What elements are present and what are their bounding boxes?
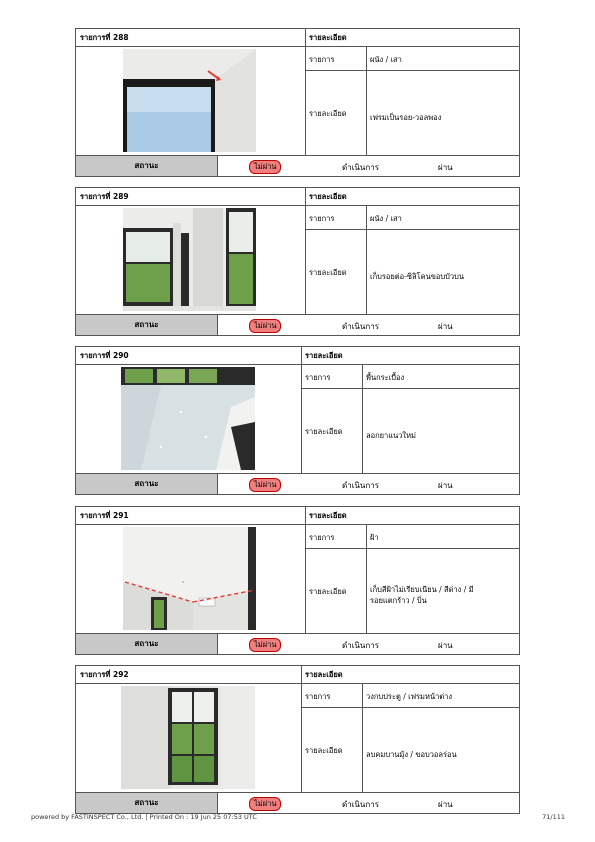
item-number: รายการที่ 291 — [80, 511, 129, 520]
page-number: 71/111 — [542, 813, 565, 821]
status-fail-badge[interactable]: ไม่ผ่าน — [249, 638, 281, 652]
status-pass[interactable]: ผ่าน — [438, 322, 453, 331]
item-label: รายการ — [305, 692, 331, 701]
item-number: รายการที่ 292 — [80, 670, 129, 679]
status-label: สถานะ — [76, 156, 218, 176]
detail-label: รายละเอียด — [309, 587, 347, 596]
status-fail-badge[interactable]: ไม่ผ่าน — [249, 478, 281, 492]
photo-cell — [76, 205, 306, 315]
detail-row — [301, 707, 519, 793]
inspection-item-292 — [75, 665, 520, 814]
status-row — [76, 633, 519, 654]
photo-cell — [76, 364, 302, 474]
status-pass[interactable]: ผ่าน — [438, 641, 453, 650]
detail-value: เก็บรอยต่อ-ซิลิโคนขอบบัวบน — [370, 272, 464, 281]
details-header: รายละเอียด — [309, 33, 347, 42]
detail-row — [305, 70, 519, 156]
status-row — [76, 155, 519, 176]
status-fail-badge[interactable]: ไม่ผ่าน — [249, 160, 281, 174]
details-header: รายละเอียด — [309, 192, 347, 201]
detail-row — [301, 388, 519, 474]
status-fail-badge[interactable]: ไม่ผ่าน — [249, 797, 281, 811]
status-in-progress[interactable]: ดำเนินการ — [342, 322, 379, 331]
item-value: ผนัง / เสา — [370, 55, 402, 64]
status-row — [76, 792, 519, 813]
status-pass[interactable]: ผ่าน — [438, 800, 453, 809]
item-row — [305, 46, 519, 71]
inspection-photo[interactable] — [121, 686, 255, 789]
detail-row — [305, 229, 519, 315]
item-header — [76, 188, 519, 206]
item-value: ผนัง / เสา — [370, 214, 402, 223]
photo-cell — [76, 46, 306, 156]
item-header — [76, 347, 519, 365]
item-header — [76, 29, 519, 47]
item-number: รายการที่ 289 — [80, 192, 129, 201]
inspection-item-289 — [75, 187, 520, 336]
item-label: รายการ — [305, 373, 331, 382]
status-fail-badge[interactable]: ไม่ผ่าน — [249, 319, 281, 333]
item-row — [301, 683, 519, 708]
status-pass[interactable]: ผ่าน — [438, 481, 453, 490]
status-label: สถานะ — [76, 634, 218, 654]
detail-value: ลบคมบานมุ้ง / ขอบวอลร่อน — [366, 750, 457, 759]
status-in-progress[interactable]: ดำเนินการ — [342, 163, 379, 172]
inspection-item-290 — [75, 346, 520, 495]
item-row — [305, 205, 519, 230]
status-pass[interactable]: ผ่าน — [438, 163, 453, 172]
inspection-photo[interactable] — [123, 49, 256, 152]
status-in-progress[interactable]: ดำเนินการ — [342, 800, 379, 809]
item-label: รายการ — [309, 533, 335, 542]
detail-label: รายละเอียด — [305, 746, 343, 755]
detail-value: ลอกยาแนวใหม่ — [366, 431, 416, 440]
item-number: รายการที่ 290 — [80, 351, 129, 360]
status-row — [76, 473, 519, 494]
item-value: ฝ้า — [370, 533, 379, 542]
detail-value: เก็บสีฝ้าไม่เรียบเนียน / สีด่าง / มีรอยแตกร้าว / บิ่น — [370, 585, 474, 605]
item-row — [305, 524, 519, 549]
item-header — [76, 666, 519, 684]
item-number: รายการที่ 288 — [80, 33, 129, 42]
detail-label: รายละเอียด — [305, 427, 343, 436]
inspection-photo[interactable] — [123, 208, 256, 311]
item-label: รายการ — [309, 214, 335, 223]
inspection-item-288 — [75, 28, 520, 177]
detail-label: รายละเอียด — [309, 109, 347, 118]
inspection-photo[interactable] — [123, 527, 256, 630]
item-label: รายการ — [309, 55, 335, 64]
footer-powered-by: powered by FASTINSPECT Co., Ltd. | Printed On : 19 Jun 25 07:53 UTC — [31, 813, 257, 821]
photo-cell — [76, 524, 306, 634]
inspection-item-291 — [75, 506, 520, 655]
photo-cell — [76, 683, 302, 793]
item-header — [76, 507, 519, 525]
detail-row — [305, 548, 519, 634]
status-in-progress[interactable]: ดำเนินการ — [342, 481, 379, 490]
item-value: พื้นกระเบื้อง — [366, 373, 405, 382]
status-label: สถานะ — [76, 793, 218, 813]
status-in-progress[interactable]: ดำเนินการ — [342, 641, 379, 650]
item-row — [301, 364, 519, 389]
item-value: วงกบประตู / เฟรมหน้าต่าง — [366, 692, 453, 701]
status-label: สถานะ — [76, 315, 218, 335]
status-row — [76, 314, 519, 335]
inspection-photo[interactable] — [121, 367, 255, 470]
details-header: รายละเอียด — [305, 351, 343, 360]
detail-label: รายละเอียด — [309, 268, 347, 277]
status-label: สถานะ — [76, 474, 218, 494]
detail-value: เฟรมเป็นรอย-วอลพอง — [370, 113, 442, 122]
details-header: รายละเอียด — [309, 511, 347, 520]
details-header: รายละเอียด — [305, 670, 343, 679]
